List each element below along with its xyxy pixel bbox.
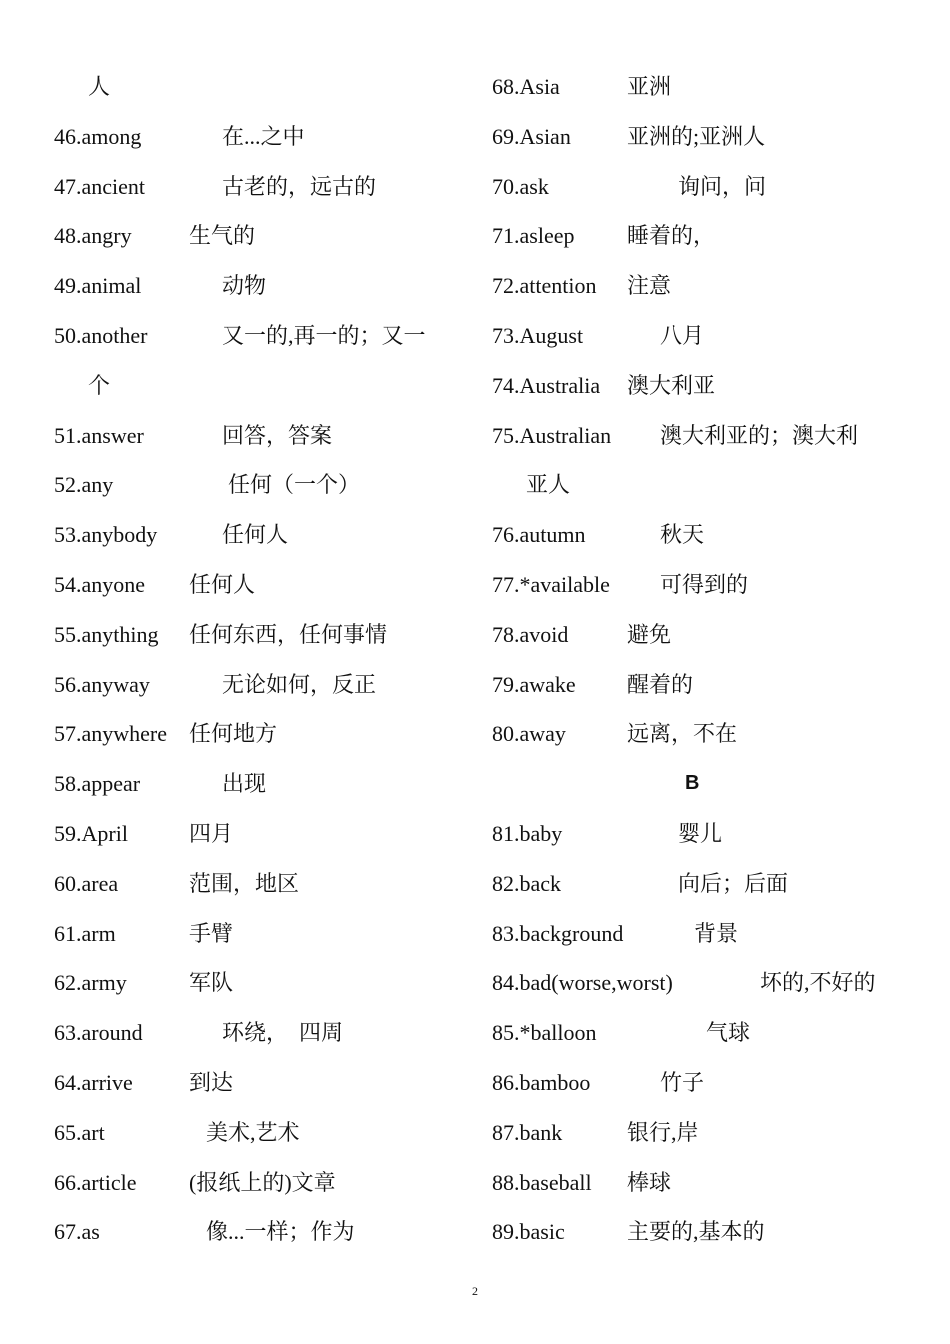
vocab-meaning: 棒球 [627,1169,672,1195]
vocab-meaning: 醒着的 [627,671,694,697]
vocab-word: 58.appear [54,771,141,797]
vocab-entry [54,1058,464,1108]
vocab-word: 46.among [54,123,142,149]
vocab-continuation [492,460,912,510]
section-heading [492,759,912,809]
vocab-meaning: 出现 [222,771,267,797]
vocab-word: 83.background [492,920,624,946]
vocab-entry [54,211,464,261]
vocab-word: 81.baby [492,820,563,846]
vocab-word: 63.around [54,1020,143,1046]
left-column [54,62,464,1257]
vocab-meaning: 银行,岸 [627,1119,699,1145]
vocab-word: 60.area [54,870,119,896]
vocab-entry [492,1158,912,1208]
vocab-entry [492,560,912,610]
page-number: 2 [472,1284,478,1298]
vocab-meaning: 气球 [706,1020,751,1046]
vocab-meaning: 亚洲的;亚洲人 [627,123,766,149]
vocab-entry [54,311,464,361]
vocab-word: 49.animal [54,273,142,299]
vocab-meaning: 任何人 [222,522,289,548]
vocab-continuation [54,62,464,112]
vocab-entry [492,162,912,212]
vocab-word: 53.anybody [54,522,158,548]
vocab-word: 77.*available [492,571,610,597]
vocab-meaning: 竹子 [660,1069,705,1095]
vocab-meaning: (报纸上的)文章 [189,1169,336,1195]
vocab-entry [492,859,912,909]
vocab-meaning: 到达 [189,1069,234,1095]
vocab-entry [54,809,464,859]
vocab-meaning: 又一的,再一的；又一 [222,322,426,348]
vocab-entry [54,112,464,162]
vocab-entry [492,510,912,560]
vocab-word: 71.asleep [492,223,575,249]
right-column [492,62,912,1257]
vocab-word: 86.bamboo [492,1069,591,1095]
vocab-meaning: 任何人 [189,571,256,597]
vocab-word: 51.answer [54,422,144,448]
vocab-word: 个 [88,372,111,398]
vocab-word: 78.avoid [492,621,569,647]
vocab-entry [54,1008,464,1058]
vocab-meaning: 坏的,不好的 [760,970,876,996]
vocab-meaning: 主要的,基本的 [627,1219,765,1245]
vocab-entry [492,261,912,311]
vocab-entry [492,610,912,660]
vocab-meaning: 秋天 [660,522,705,548]
vocab-word: 59.April [54,820,128,846]
vocab-entry [492,411,912,461]
vocab-meaning: 亚洲 [627,74,672,99]
vocab-word: 56.anyway [54,671,150,697]
vocab-word: 65.art [54,1119,105,1145]
vocab-word: 76.autumn [492,522,586,548]
vocab-meaning: 睡着的， [627,223,716,249]
vocab-word: 55.anything [54,621,159,647]
vocab-meaning: 避免 [627,621,672,647]
vocab-word: 80.away [492,721,566,747]
section-letter: B [685,772,700,795]
vocab-meaning: 背景 [694,920,739,946]
vocab-word: 64.arrive [54,1069,133,1095]
vocab-entry [492,909,912,959]
vocab-word: 73.August [492,322,584,348]
vocab-word: 48.angry [54,223,132,249]
vocab-meaning: 动物 [222,273,267,299]
vocab-word: 66.article [54,1169,137,1195]
vocab-entry [54,660,464,710]
vocab-entry [54,261,464,311]
vocab-meaning: 生气的 [189,223,256,249]
vocab-entry [54,1158,464,1208]
vocab-entry [54,560,464,610]
vocab-meaning: 像...一样；作为 [206,1219,355,1245]
vocab-word: 84.bad(worse,worst) [492,970,673,996]
vocab-entry [492,958,912,1008]
vocab-meaning: 注意 [627,273,672,299]
vocab-entry [492,311,912,361]
vocab-entry [492,1108,912,1158]
vocab-meaning: 古老的，远古的 [222,173,377,199]
vocab-entry [492,361,912,411]
vocab-word: 79.awake [492,671,576,697]
vocab-word: 61.arm [54,920,116,946]
vocab-entry [54,411,464,461]
vocab-meaning: 环绕， 四周 [222,1020,344,1046]
vocab-entry [54,460,464,510]
vocab-meaning: 任何东西，任何事情 [189,621,388,647]
vocab-word: 68.Asia [492,74,560,99]
vocab-entry [54,709,464,759]
vocab-meaning: 远离，不在 [627,721,738,747]
vocab-meaning: 澳大利亚的；澳大利 [660,422,859,448]
vocab-entry [54,909,464,959]
vocab-word: 人 [88,74,111,99]
vocab-entry [492,1207,912,1257]
vocab-entry [54,610,464,660]
vocab-meaning: 范围，地区 [189,870,300,896]
vocab-word: 52.any [54,472,114,498]
vocab-word: 69.Asian [492,123,571,149]
vocab-continuation [54,361,464,411]
vocab-meaning: 八月 [660,322,705,348]
vocab-word: 50.another [54,322,148,348]
vocab-word: 70.ask [492,173,549,199]
vocab-entry [492,62,912,112]
vocab-meaning: 向后；后面 [678,870,789,896]
vocab-meaning: 美术,艺术 [206,1119,300,1145]
vocab-meaning: 询问，问 [678,173,767,199]
vocab-entry [54,1207,464,1257]
vocab-entry [54,759,464,809]
vocab-entry [492,112,912,162]
vocab-entry [54,510,464,560]
vocab-word: 54.anyone [54,571,146,597]
vocab-meaning: 手臂 [189,920,234,946]
vocab-entry [54,162,464,212]
vocab-meaning: 回答，答案 [222,422,333,448]
vocab-word: 亚人 [526,472,571,498]
vocab-meaning: 在...之中 [222,123,305,149]
vocab-meaning: 四月 [189,820,234,846]
vocab-entry [492,809,912,859]
vocab-word: 67.as [54,1219,100,1245]
vocab-meaning: 军队 [189,970,234,996]
vocab-entry [492,709,912,759]
vocab-entry [54,958,464,1008]
vocab-word: 57.anywhere [54,721,168,747]
vocab-meaning: 可得到的 [660,571,749,597]
vocab-entry [54,1108,464,1158]
vocab-entry [54,859,464,909]
vocab-entry [492,660,912,710]
vocab-word: 47.ancient [54,173,146,199]
vocab-word: 88.baseball [492,1169,592,1195]
vocab-meaning: 婴儿 [678,820,723,846]
vocab-meaning: 澳大利亚 [627,372,716,398]
vocab-entry [492,1008,912,1058]
vocab-entry [492,1058,912,1108]
vocab-word: 62.army [54,970,127,996]
vocab-meaning: 任何（一个） [228,472,361,498]
vocab-meaning: 任何地方 [189,721,278,747]
vocab-word: 72.attention [492,273,597,299]
vocab-word: 75.Australian [492,422,612,448]
vocab-word: 89.basic [492,1219,565,1245]
vocab-entry [492,211,912,261]
vocab-word: 74.Australia [492,372,601,398]
vocab-word: 85.*balloon [492,1020,597,1046]
vocab-word: 87.bank [492,1119,563,1145]
vocab-meaning: 无论如何，反正 [222,671,377,697]
vocab-word: 82.back [492,870,562,896]
